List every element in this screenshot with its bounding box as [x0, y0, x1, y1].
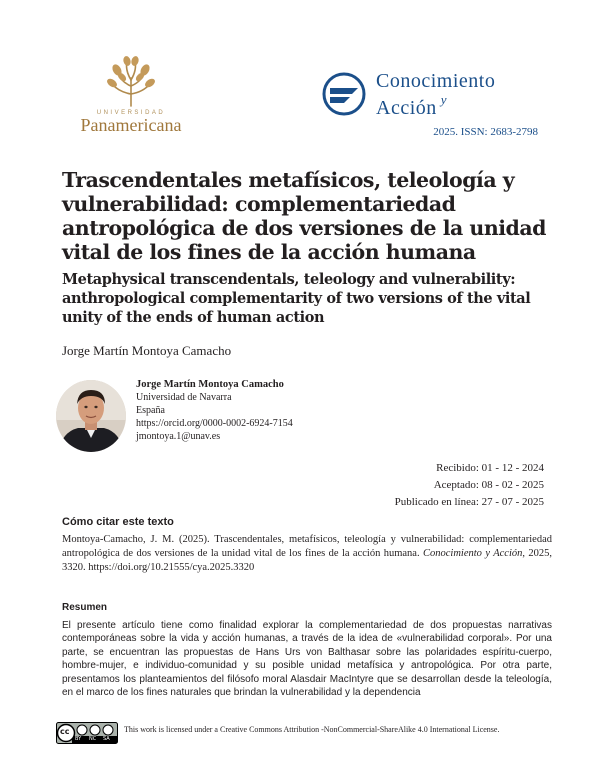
- author-country: España: [136, 405, 165, 416]
- cc-license-badge[interactable]: [56, 722, 118, 744]
- citation-doi[interactable]: , 2025, 3320. https://doi.org/10.21555/cya.2025.3320: [62, 548, 553, 573]
- author-affiliation: Universidad de Navarra: [136, 392, 232, 403]
- title-spanish: Trascendentales metafísicos, teleología y vulnerabilidad: complementariedad antropológica de dos versiones de la unidad vital de los fines de la acción humana: [62, 168, 546, 264]
- tree-emblem-icon: [107, 56, 155, 108]
- date-received: Recibido: 01 - 12 - 2024: [436, 462, 544, 474]
- citation-text: [62, 533, 552, 575]
- cc-by-label: BY: [75, 736, 82, 742]
- journal-name-line2: [376, 92, 447, 120]
- journal-emblem-icon: [322, 72, 368, 116]
- avatar: [56, 380, 126, 452]
- university-logo: [76, 56, 186, 136]
- abstract-text: El presente artículo tiene como finalidad explorar la complementariedad de dos propuestas narrativas contemporáneas sobre la vida y acción humanas, a través de la idea de «vulnerabilidad corporal». Por una parte, se encuentran las propuestas de Hans Urs von Balthasar sobre las polaridades espíritu-cuerpo, hombre-mujer, e individuo-comunidad y su posible unidad metafísica y antropológica. Por otra parte, presentamos los planteamientos del filósofo moral Alasdair MacIntyre que se desarrollan desde la teleología, en el marco de los fines naturales que brindan la vulnerabilidad y la dependencia: [62, 620, 552, 699]
- publication-dates: [395, 460, 544, 511]
- journal-logo: [322, 70, 562, 120]
- abstract-heading: Resumen: [62, 602, 108, 613]
- author-orcid-link[interactable]: https://orcid.org/0000-0002-6924-7154: [136, 418, 293, 429]
- author-byline: Jorge Martín Montoya Camacho: [62, 343, 232, 358]
- title-english: Metaphysical transcendentals, teleology and vulnerability: anthropological complementarity of two versions of the vital unity of the ends of human action: [62, 271, 531, 326]
- journal-name-line1: Conocimiento: [376, 70, 496, 92]
- university-label: UNIVERSIDAD: [96, 110, 166, 116]
- issn-line: 2025. ISSN: 2683-2798: [433, 126, 538, 138]
- author-card-name: Jorge Martín Montoya Camacho: [136, 379, 284, 390]
- cc-sa-label: SA: [103, 736, 110, 742]
- university-name: Panamericana: [80, 115, 182, 135]
- cc-nc-label: NC: [89, 736, 97, 742]
- date-accepted: Aceptado: 08 - 02 - 2025: [433, 479, 544, 491]
- citation-journal: Conocimiento y Acción: [423, 548, 523, 559]
- license-text[interactable]: This work is licensed under a Creative Commons Attribution -NonCommercial-ShareAlike 4.0 International License.: [124, 725, 500, 734]
- author-card: [136, 378, 293, 443]
- journal-name-second-word: Acción: [376, 97, 437, 119]
- citation-heading: Cómo citar este texto: [62, 516, 174, 528]
- author-email-link[interactable]: jmontoya.1@unav.es: [136, 431, 221, 442]
- author-photo-icon: [56, 380, 126, 452]
- cc-label: cc: [60, 727, 70, 736]
- date-published: Publicado en línea: 27 - 07 - 2025: [394, 496, 544, 508]
- citation-body: Montoya-Camacho, J. M. (2025). Trascendentales, metafísicos, teleología y vulnerabilidad: complementariedad antropológica de dos versiones de la unidad vital de los fines de la acción humana.: [62, 534, 552, 559]
- journal-name-suffix: y: [440, 92, 448, 107]
